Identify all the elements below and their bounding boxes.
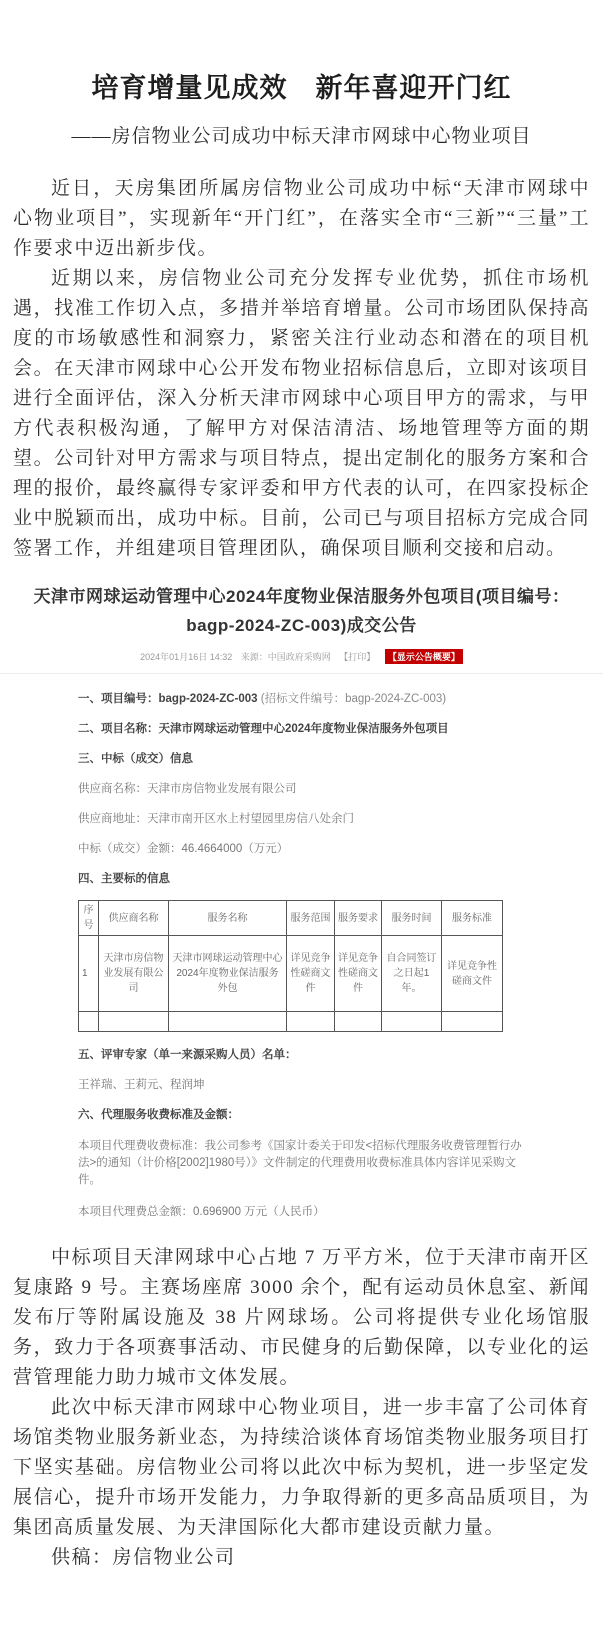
table-cell [382, 1012, 442, 1032]
section-agency-fee-header: 六、代理服务收费标准及金额： [78, 1109, 239, 1121]
table-header-cell: 服务范围 [287, 901, 335, 936]
article-paragraph-1: 近日，天房集团所属房信物业公司成功中标“天津市网球中心物业项目”，实现新年“开门红”，在落实全市“三新”“三量”工作要求中迈出新步伐。 [13, 178, 590, 259]
article-byline: 供稿：房信物业公司 [51, 1547, 236, 1568]
article-paragraph-4: 此次中标天津市网球中心物业项目，进一步丰富了公司体育场馆类物业服务新业态，为持续洽谈体育场馆类物业服务项目打下坚实基础。房信物业公司将以此次中标为契机，进一步坚定发展信心，提升市场开发能力，力争取得新的更多高品质项目，为集团高质量发展、为天津国际化大都市建设贡献力量。 [13, 1397, 590, 1538]
announcement-meta [0, 649, 603, 674]
article-body-bottom [0, 1243, 603, 1573]
table-cell: 自合同签订之日起1年。 [382, 936, 442, 1012]
table-cell [99, 1012, 169, 1032]
agency-fee-standard: 本项目代理费收费标准：我公司参考《国家计委关于印发<招标代理服务收费管理暂行办法>的通知（计价格[2002]1980号）》文件制定的代理费用收费标准具体内容详见采购文件。 [78, 1140, 522, 1186]
table-cell [442, 1012, 503, 1032]
table-header-row [79, 901, 503, 936]
table-header-cell: 供应商名称 [99, 901, 169, 936]
announcement-datetime: 2024年01月16日 14:32 [140, 652, 233, 662]
bid-items-table [78, 900, 503, 1032]
table-header-cell: 服务要求 [335, 901, 382, 936]
announcement-source: 来源：中国政府采购网 [240, 652, 331, 662]
table-cell [335, 1012, 382, 1032]
page-bottom-spacer [0, 1573, 603, 1633]
article-body [0, 174, 603, 564]
section-experts-header: 五、评审专家（单一来源采购人员）名单： [78, 1049, 297, 1061]
table-cell: 1 [79, 936, 99, 1012]
experts-names: 王祥瑞、王莉元、程润坤 [78, 1079, 205, 1091]
table-cell [79, 1012, 99, 1032]
table-cell: 天津市网球运动管理中心2024年度物业保洁服务外包 [169, 936, 287, 1012]
table-cell [287, 1012, 335, 1032]
supplier-address: 供应商地址：天津市南开区水上村望园里房信八处余门 [78, 813, 354, 825]
announcement-title: 天津市网球运动管理中心2024年度物业保洁服务外包项目(项目编号：bagp-2024-ZC-003)成交公告 [33, 587, 570, 635]
article-paragraph-2: 近期以来，房信物业公司充分发挥专业优势，抓住市场机遇，找准工作切入点，多措并举培育增量。公司市场团队保持高度的市场敏感性和洞察力，紧密关注行业动态和潜在的项目机会。在天津市网球中心公开发布物业招标信息后，立即对该项目进行全面评估，深入分析天津市网球中心项目甲方的需求，与甲方代表积极沟通，了解甲方对保洁清洁、场地管理等方面的期望。公司针对甲方需求与项目特点，提出定制化的服务方案和合理的报价，最终赢得专家评委和甲方代表的认可，在四家投标企业中脱颖而出，成功中标。目前，公司已与项目招标方完成合同签署工作，并组建项目管理团队，确保项目顺利交接和启动。 [13, 268, 590, 559]
section-main-subject-header: 四、主要标的信息 [78, 873, 170, 885]
article-subtitle: ——房信物业公司成功中标天津市网球中心物业项目 [71, 126, 532, 147]
supplier-name: 供应商名称：天津市房信物业发展有限公司 [78, 783, 297, 795]
announcement-body [0, 674, 603, 1219]
table-cell: 天津市房信物业发展有限公司 [99, 936, 169, 1012]
print-button[interactable]: 【打印】 [339, 652, 376, 662]
table-row [79, 1012, 503, 1032]
table-header-cell: 服务时间 [382, 901, 442, 936]
article-paragraph-3: 中标项目天津网球中心占地 7 万平方米，位于天津市南开区复康路 9 号。主赛场座席 3000 余个，配有运动员休息室、新闻发布厅等附属设施及 38 片网球场。公司将提供专业化场馆服务，致力于各项赛事活动、市民健身的后勤保障，以专业化的运营管理能力助力城市文体发展。 [13, 1247, 590, 1388]
award-amount: 中标（成交）金额：46.4664000（万元） [78, 843, 289, 855]
announcement-screenshot [0, 582, 603, 1219]
table-header-cell: 服务标准 [442, 901, 503, 936]
table-cell [169, 1012, 287, 1032]
show-summary-button[interactable]: 【显示公告概要】 [385, 649, 463, 664]
table-cell: 详见竞争性磋商文件 [442, 936, 503, 1012]
table-cell: 详见竞争性磋商文件 [287, 936, 335, 1012]
table-header-cell: 服务名称 [169, 901, 287, 936]
project-number-note: (招标文件编号：bagp-2024-ZC-003) [260, 693, 447, 705]
project-number-label: 一、项目编号：bagp-2024-ZC-003 [78, 693, 258, 705]
table-header-cell: 序号 [79, 901, 99, 936]
section-award-info-header: 三、中标（成交）信息 [78, 753, 193, 765]
table-cell: 详见竞争性磋商文件 [335, 936, 382, 1012]
table-row [79, 936, 503, 1012]
section-project-name: 二、项目名称：天津市网球运动管理中心2024年度物业保洁服务外包项目 [78, 723, 449, 735]
section-project-number [78, 692, 524, 706]
article-title: 培育增量见成效 新年喜迎开门红 [91, 73, 512, 103]
agency-fee-total: 本项目代理费总金额：0.696900 万元（人民币） [78, 1206, 325, 1218]
